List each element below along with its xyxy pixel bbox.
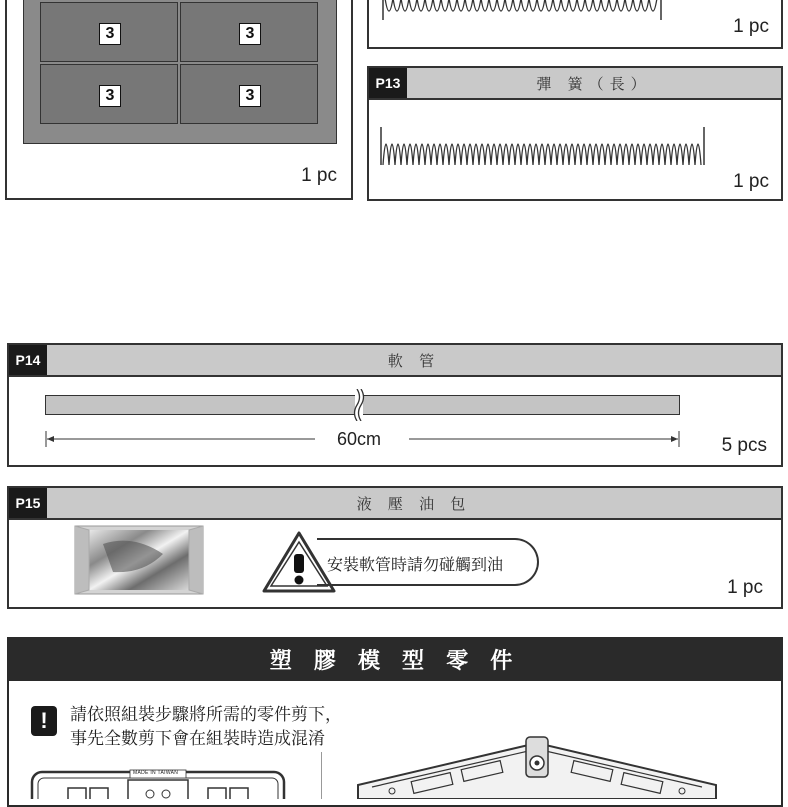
grid-cell [40, 2, 178, 62]
cell-number: 3 [239, 23, 261, 45]
warning-text: 安裝軟管時請勿碰觸到油 [327, 557, 504, 574]
oil-pack-image [73, 524, 205, 596]
p13-header [369, 68, 781, 100]
part-tag: P15 [9, 488, 47, 518]
grid-cell [40, 64, 178, 124]
part-title: 液 壓 油 包 [356, 495, 472, 513]
grid-cell [180, 2, 318, 62]
p14-header [9, 345, 781, 377]
p15-box [7, 486, 783, 609]
note-line-1: 請依照組裝步驟將所需的零件剪下， [70, 705, 342, 724]
divider [321, 752, 322, 799]
part-title: 彈 簧（長） [536, 75, 652, 93]
part-title: 軟 管 [387, 352, 441, 370]
grid-parts-box [5, 0, 353, 200]
short-spring-box [367, 0, 783, 49]
roof-part-drawing [352, 735, 722, 799]
quantity-label: 5 pcs [721, 435, 767, 456]
cell-number: 3 [239, 85, 261, 107]
part-tag: P14 [9, 345, 47, 375]
sprue-label: MADE IN TAIWAN [133, 770, 179, 776]
p14-box [7, 343, 783, 467]
cell-number: 3 [99, 85, 121, 107]
grid-cell [180, 64, 318, 124]
quantity-label: 1 pc [301, 165, 337, 186]
spring-short-icon [381, 0, 665, 24]
spring-long-icon [379, 123, 709, 169]
p13-box [367, 66, 783, 201]
quantity-label: 1 pc [727, 577, 763, 598]
part-tag: P13 [369, 68, 407, 98]
section-banner: 塑 膠 模 型 零 件 [7, 637, 783, 681]
break-mark-icon [352, 389, 366, 421]
p15-header [9, 488, 781, 520]
length-label: 60cm [337, 429, 382, 449]
quantity-label: 1 pc [733, 171, 769, 192]
note-line-2: 事先全數剪下會在組裝時造成混淆 [70, 729, 325, 748]
cell-number: 3 [99, 23, 121, 45]
quantity-label: 1 pc [733, 16, 769, 37]
exclamation-icon: ! [31, 706, 57, 736]
